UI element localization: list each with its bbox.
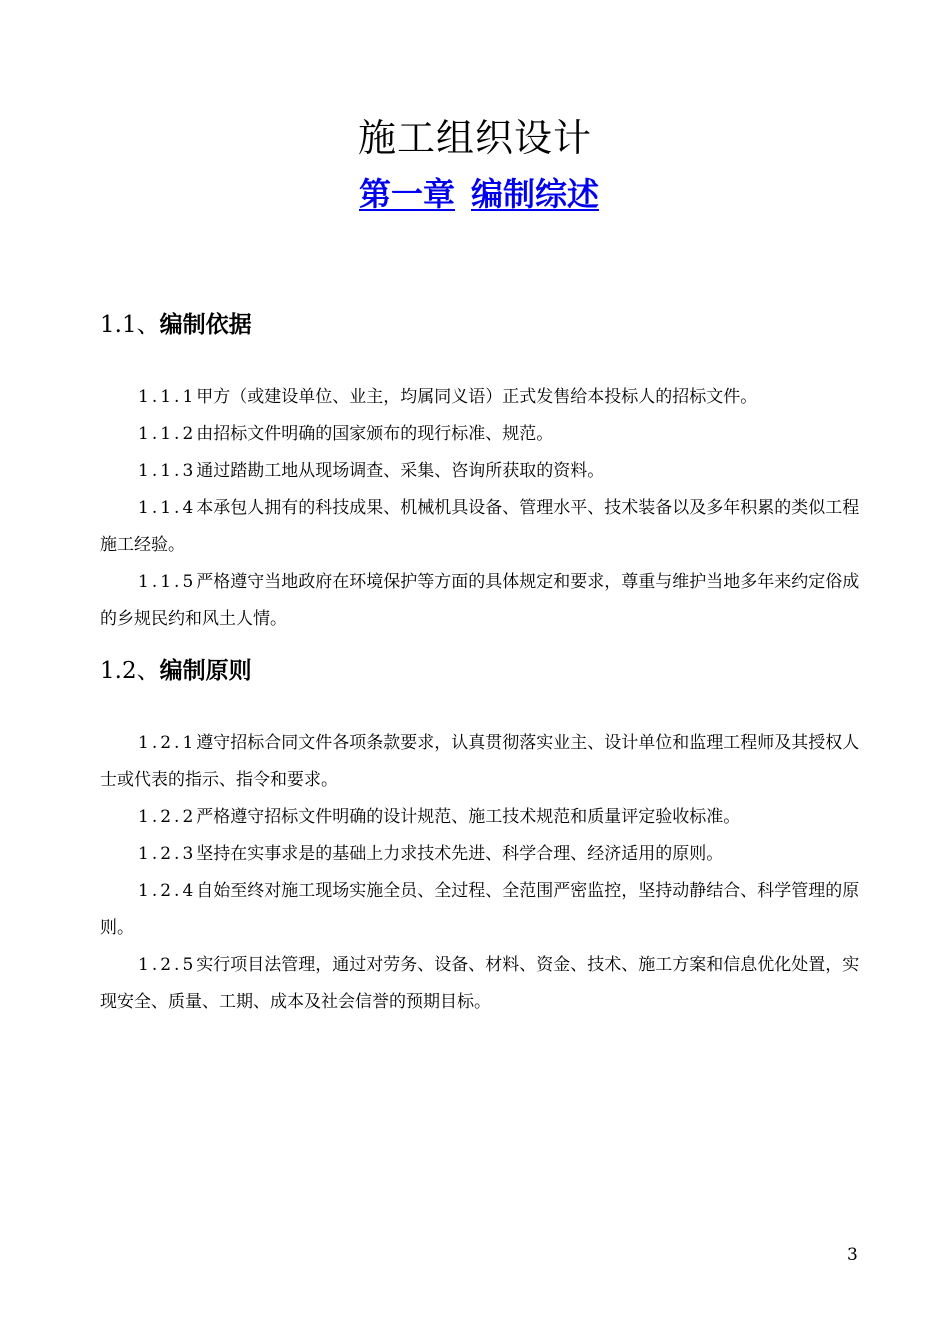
paragraph-1-2-4 [100, 873, 870, 947]
paragraph-1-2-5 [100, 947, 870, 1021]
section-number: 1.1、 [100, 312, 160, 338]
paragraph-1-2-3 [100, 836, 870, 873]
item-text: 甲方（或建设单位、业主，均属同义语）正式发售给本投标人的招标文件。 [196, 387, 758, 407]
item-number: 1.1.4 [138, 498, 197, 518]
item-text: 遵守招标合同文件各项条款要求，认真贯彻落实业主、设计单位和监理工程师及其授权人士或代表的指示、指令和要求。 [100, 733, 860, 790]
paragraph-1-2-2 [100, 799, 870, 836]
item-text: 通过踏勘工地从现场调查、采集、咨询所获取的资料。 [196, 461, 605, 481]
section-number: 1.2、 [100, 658, 160, 684]
page-number: 3 [847, 1245, 858, 1265]
paragraph-1-1-1 [100, 379, 870, 416]
item-text: 自始至终对施工现场实施全员、全过程、全范围严密监控，坚持动静结合、科学管理的原则。 [100, 881, 860, 938]
item-number: 1.2.3 [138, 844, 197, 864]
item-number: 1.2.1 [138, 733, 197, 753]
paragraph-1-2-1 [100, 725, 870, 799]
chapter-name: 编制综述 [471, 175, 600, 213]
paragraph-1-1-2 [100, 416, 870, 453]
item-number: 1.2.2 [138, 807, 197, 827]
paragraph-1-1-5 [100, 564, 870, 638]
section-heading-1-2 [100, 656, 252, 686]
document-title: 施工组织设计 [357, 116, 592, 160]
section-heading-1-1 [100, 310, 252, 340]
item-text: 坚持在实事求是的基础上力求技术先进、科学合理、经济适用的原则。 [196, 844, 724, 864]
item-text: 本承包人拥有的科技成果、机械机具设备、管理水平、技术装备以及多年积累的类似工程施工经验。 [100, 498, 860, 555]
item-number: 1.2.4 [138, 881, 197, 901]
chapter-label: 第一章 [358, 175, 455, 213]
item-number: 1.2.5 [138, 955, 197, 975]
paragraph-1-1-3 [100, 453, 870, 490]
item-text: 严格遵守当地政府在环境保护等方面的具体规定和要求，尊重与维护当地多年来约定俗成的乡规民约和风土人情。 [100, 572, 860, 629]
item-text: 严格遵守招标文件明确的设计规范、施工技术规范和质量评定验收标准。 [196, 807, 741, 827]
section-title: 编制原则 [159, 658, 252, 684]
item-number: 1.1.1 [138, 387, 197, 407]
chapter-title-link[interactable] [0, 172, 950, 216]
item-text: 由招标文件明确的国家颁布的现行标准、规范。 [196, 424, 554, 444]
item-number: 1.1.5 [138, 572, 197, 592]
item-text: 实行项目法管理，通过对劳务、设备、材料、资金、技术、施工方案和信息优化处置，实现安全、质量、工期、成本及社会信誉的预期目标。 [100, 955, 860, 1012]
section-title: 编制依据 [159, 312, 252, 338]
item-number: 1.1.2 [138, 424, 197, 444]
item-number: 1.1.3 [138, 461, 197, 481]
paragraph-1-1-4 [100, 490, 870, 564]
